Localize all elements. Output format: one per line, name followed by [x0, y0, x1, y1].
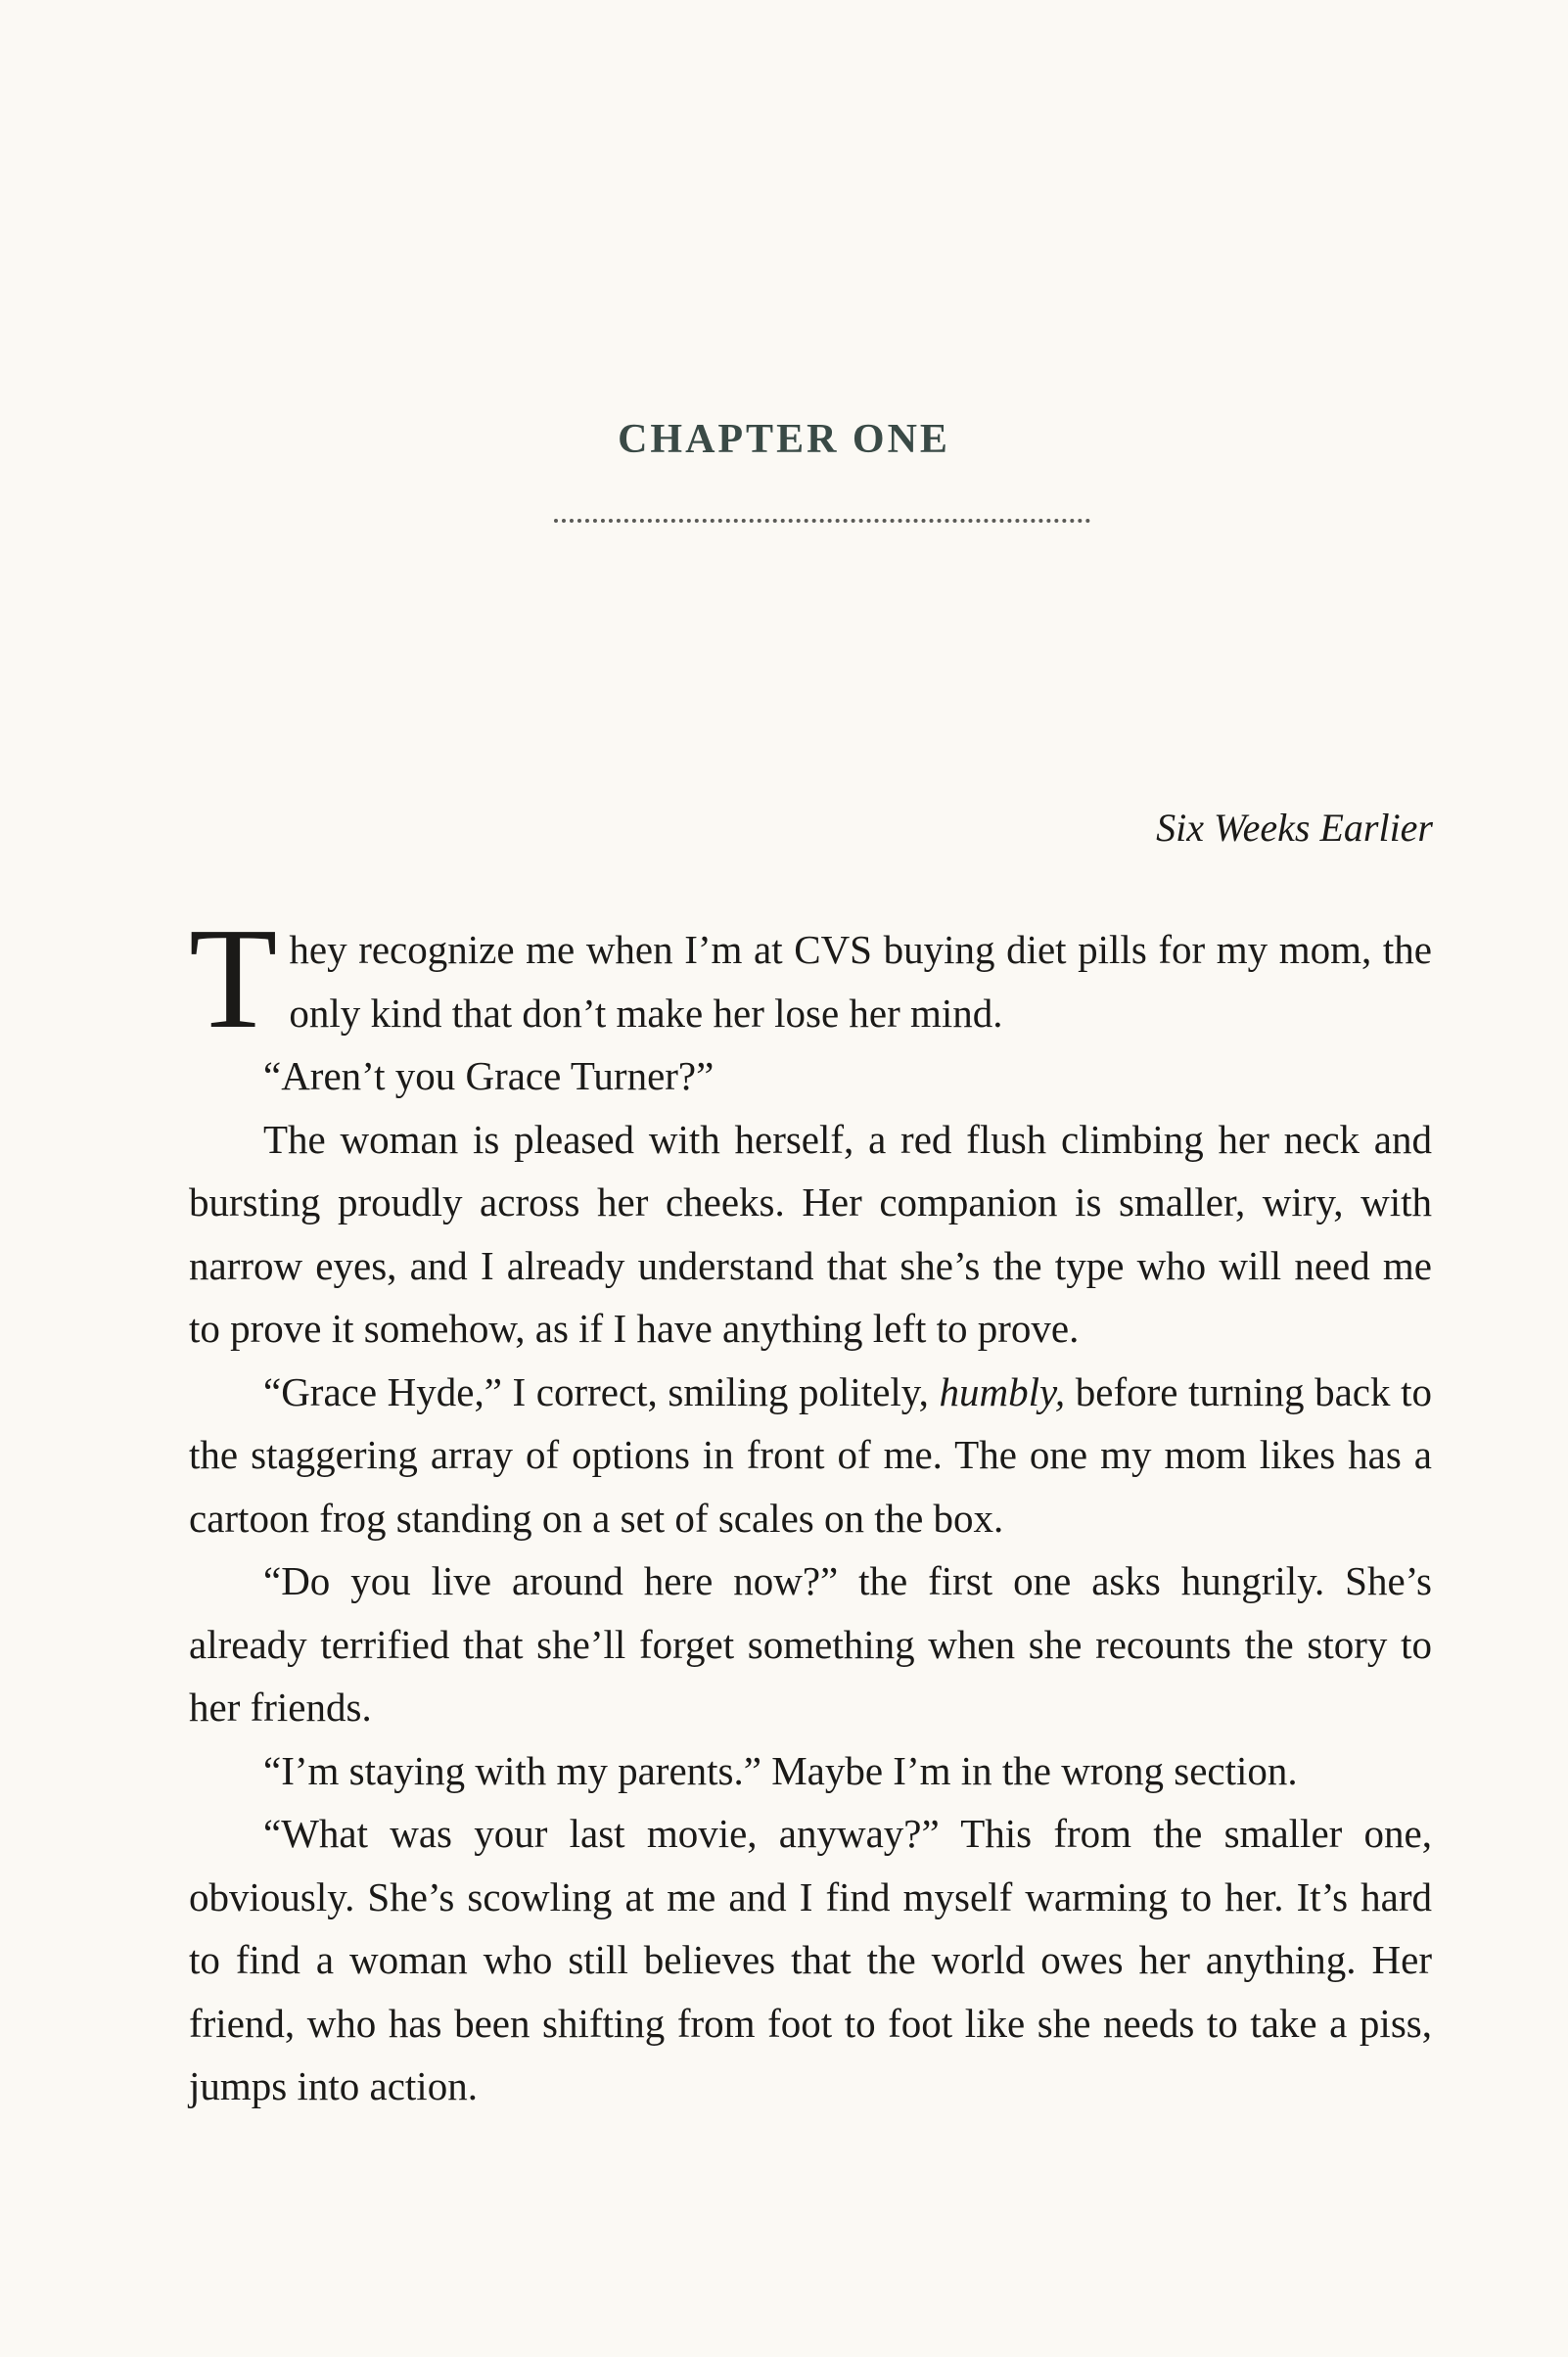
paragraph: “Aren’t you Grace Turner?” — [263, 1053, 715, 1098]
paragraph: “I’m staying with my parents.” Maybe I’m in the wrong section. — [263, 1747, 1298, 1793]
chapter-heading: CHAPTER ONE — [618, 417, 950, 462]
paragraph: The woman is pleased with herself, a red flush climbing her neck and bursting proudly across her cheeks. Her companion is smaller, wiry, with narrow eyes, and I already understand that she’s the type who will need me to prove it somehow, as if I have anything left to prove. — [189, 1116, 1432, 1351]
drop-cap: T — [189, 899, 278, 1059]
paragraph-text: before turning back to the staggering array of options in front of me. The one my mom likes has a cartoon frog standing on a set of scales on the box. — [189, 1368, 1432, 1541]
paragraph: “What was your last movie, anyway?” This from the smaller one, obviously. She’s scowling at me and I find myself warming to her. It’s hard to find a woman who still believes that the world owes her anything. Her friend, who has been shifting from foot to foot like she needs to take a piss, jumps into action. — [189, 1811, 1432, 2108]
paragraph — [189, 899, 1432, 1059]
paragraph-text: hey recognize me when I’m at CVS buying diet pills for my mom, the only kind that don’t make her lose her mind. — [289, 927, 1432, 1036]
chapter-body — [189, 899, 1432, 2118]
chapter-divider — [554, 519, 1090, 523]
paragraph-text: “Grace Hyde,” I correct, smiling politely, — [263, 1368, 940, 1414]
paragraph — [189, 1361, 1432, 1550]
chapter-dateline: Six Weeks Earlier — [1156, 806, 1433, 850]
emphasis-text: humbly, — [939, 1368, 1066, 1414]
paragraph: “Do you live around here now?” the first one asks hungrily. She’s already terrified that she’ll forget something when she recounts the story to her friends. — [189, 1558, 1432, 1730]
